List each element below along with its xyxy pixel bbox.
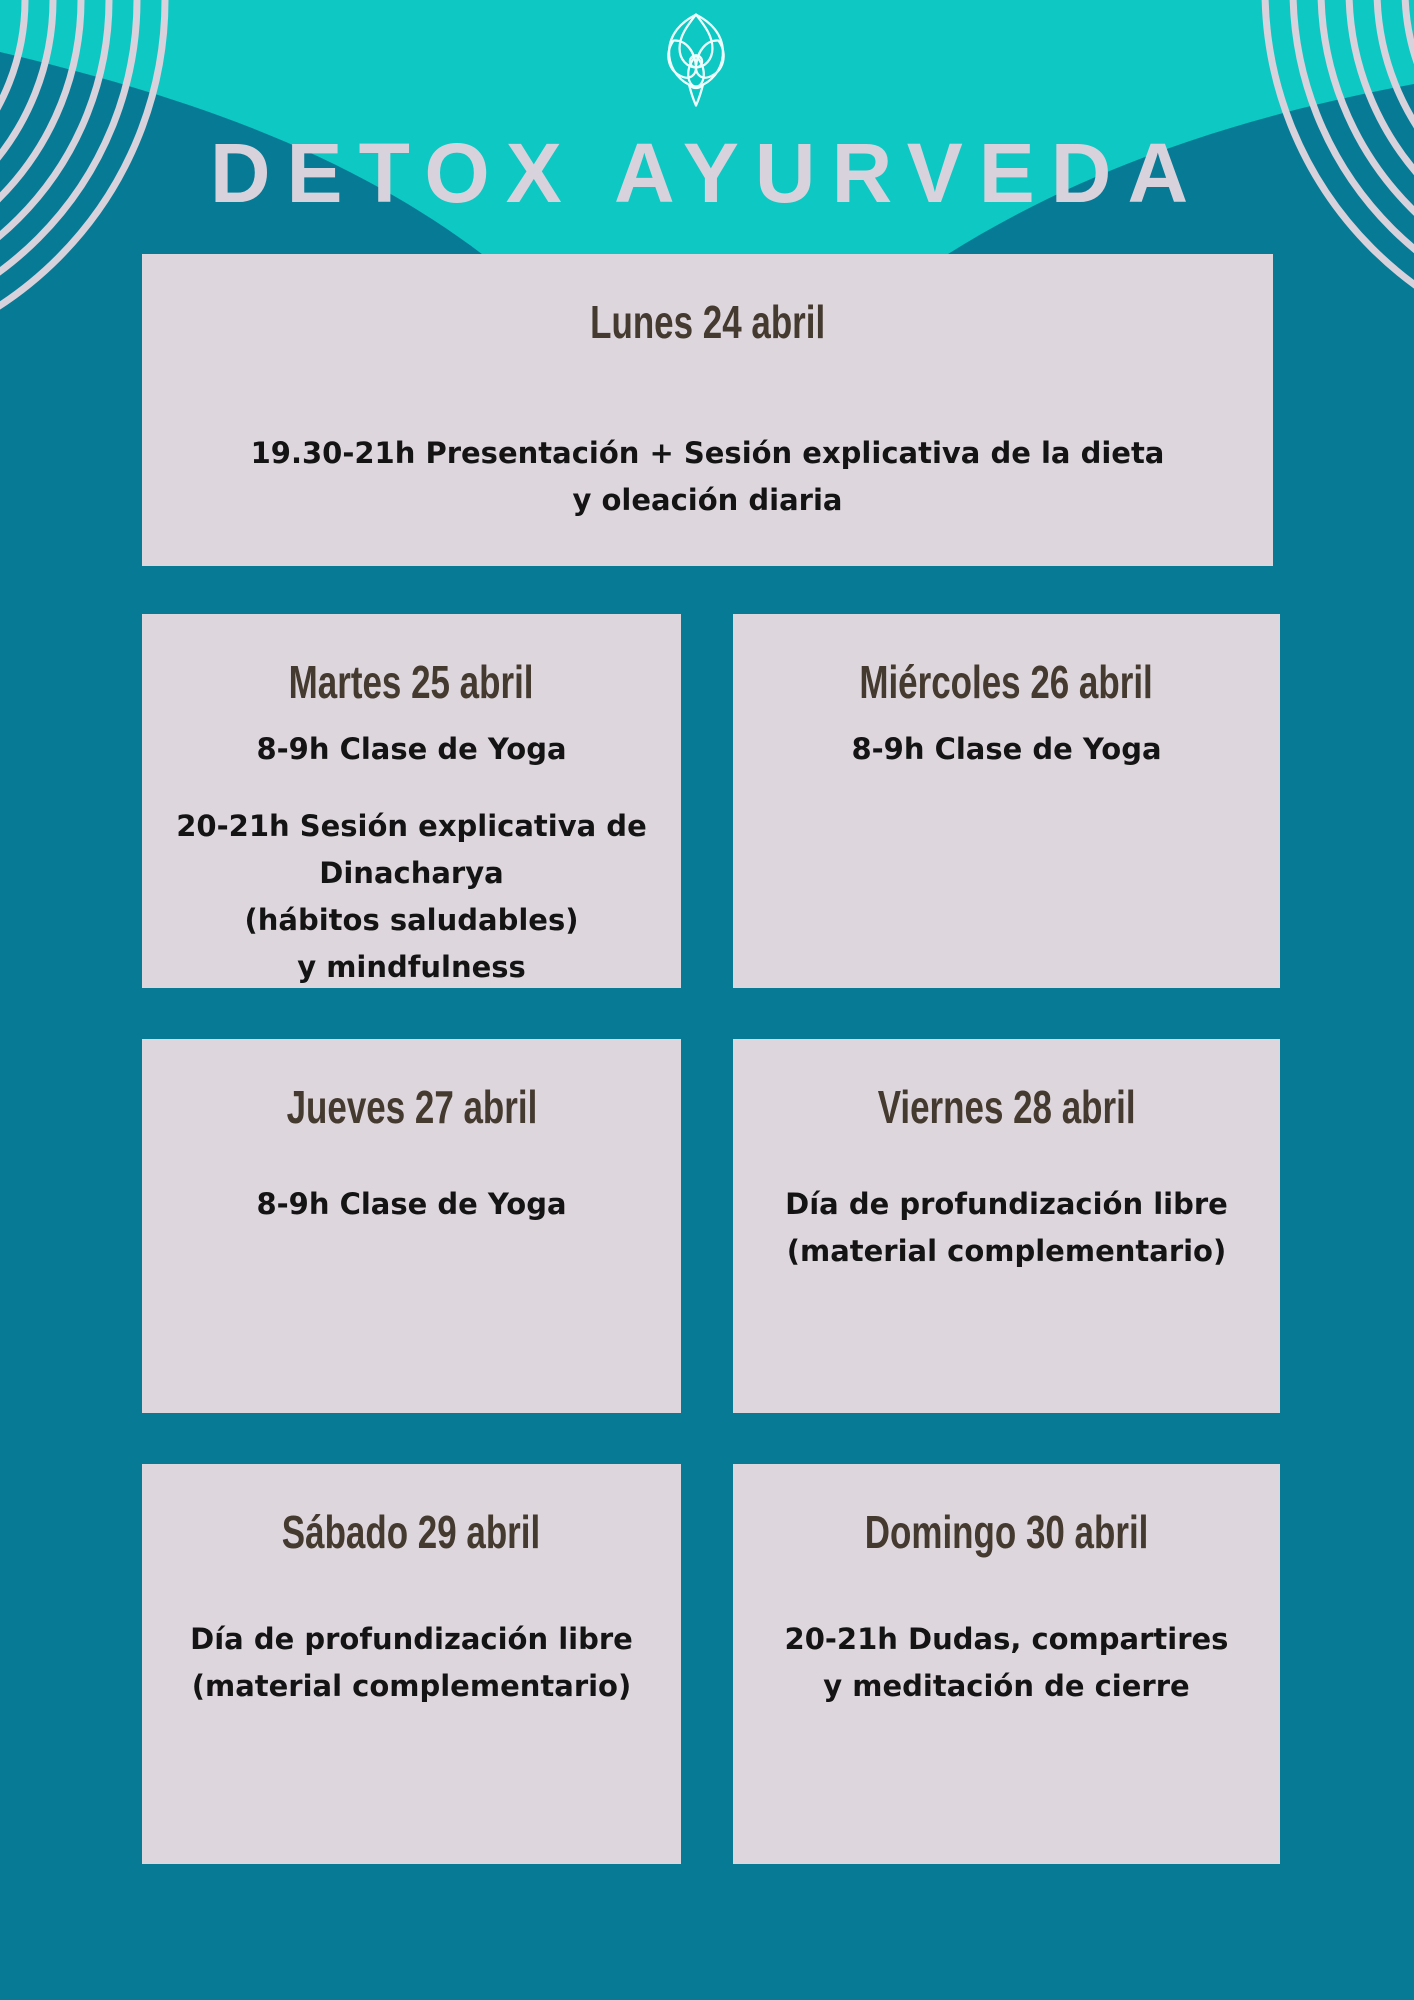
day-card-body [142,1616,681,1710]
day-card-title: Miércoles 26 abril [859,656,1154,708]
day-card-title: Lunes 24 abril [589,296,826,348]
day-card-body [733,1616,1280,1710]
day-card-martes [142,614,681,988]
day-card-domingo [733,1464,1280,1864]
day-card-body [142,1181,681,1228]
event-text: 20-21h Sesión explicativa de Dinacharya (hábitos saludables) y mindfulness [176,809,647,984]
day-card-body [142,430,1273,524]
day-card-body [142,726,681,991]
event-text: 8-9h Clase de Yoga [851,732,1162,766]
event-text: Día de profundización libre (material complementario) [785,1187,1228,1268]
day-card-lunes [142,254,1273,566]
day-card-title: Domingo 30 abril [864,1506,1149,1558]
day-card-miercoles [733,614,1280,988]
day-card-jueves [142,1039,681,1413]
page-title: DETOX AYURVEDA [209,125,1205,220]
lotus-flower-icon [650,12,742,116]
event-text: 19.30-21h Presentación + Sesión explicativa de la dieta y oleación diaria [250,436,1165,517]
day-card-body [733,1181,1280,1275]
day-card-body [733,726,1280,773]
event-text: Día de profundización libre (material complementario) [190,1622,633,1703]
event-text: 20-21h Dudas, compartires y meditación de cierre [784,1622,1229,1703]
day-card-title: Viernes 28 abril [877,1081,1136,1133]
event-text: 8-9h Clase de Yoga [256,732,567,766]
event-text: 8-9h Clase de Yoga [256,1187,567,1221]
day-card-sabado [142,1464,681,1864]
day-card-title: Martes 25 abril [289,656,534,708]
day-card-title: Jueves 27 abril [286,1081,537,1133]
day-card-title: Sábado 29 abril [282,1506,541,1558]
day-card-viernes [733,1039,1280,1413]
